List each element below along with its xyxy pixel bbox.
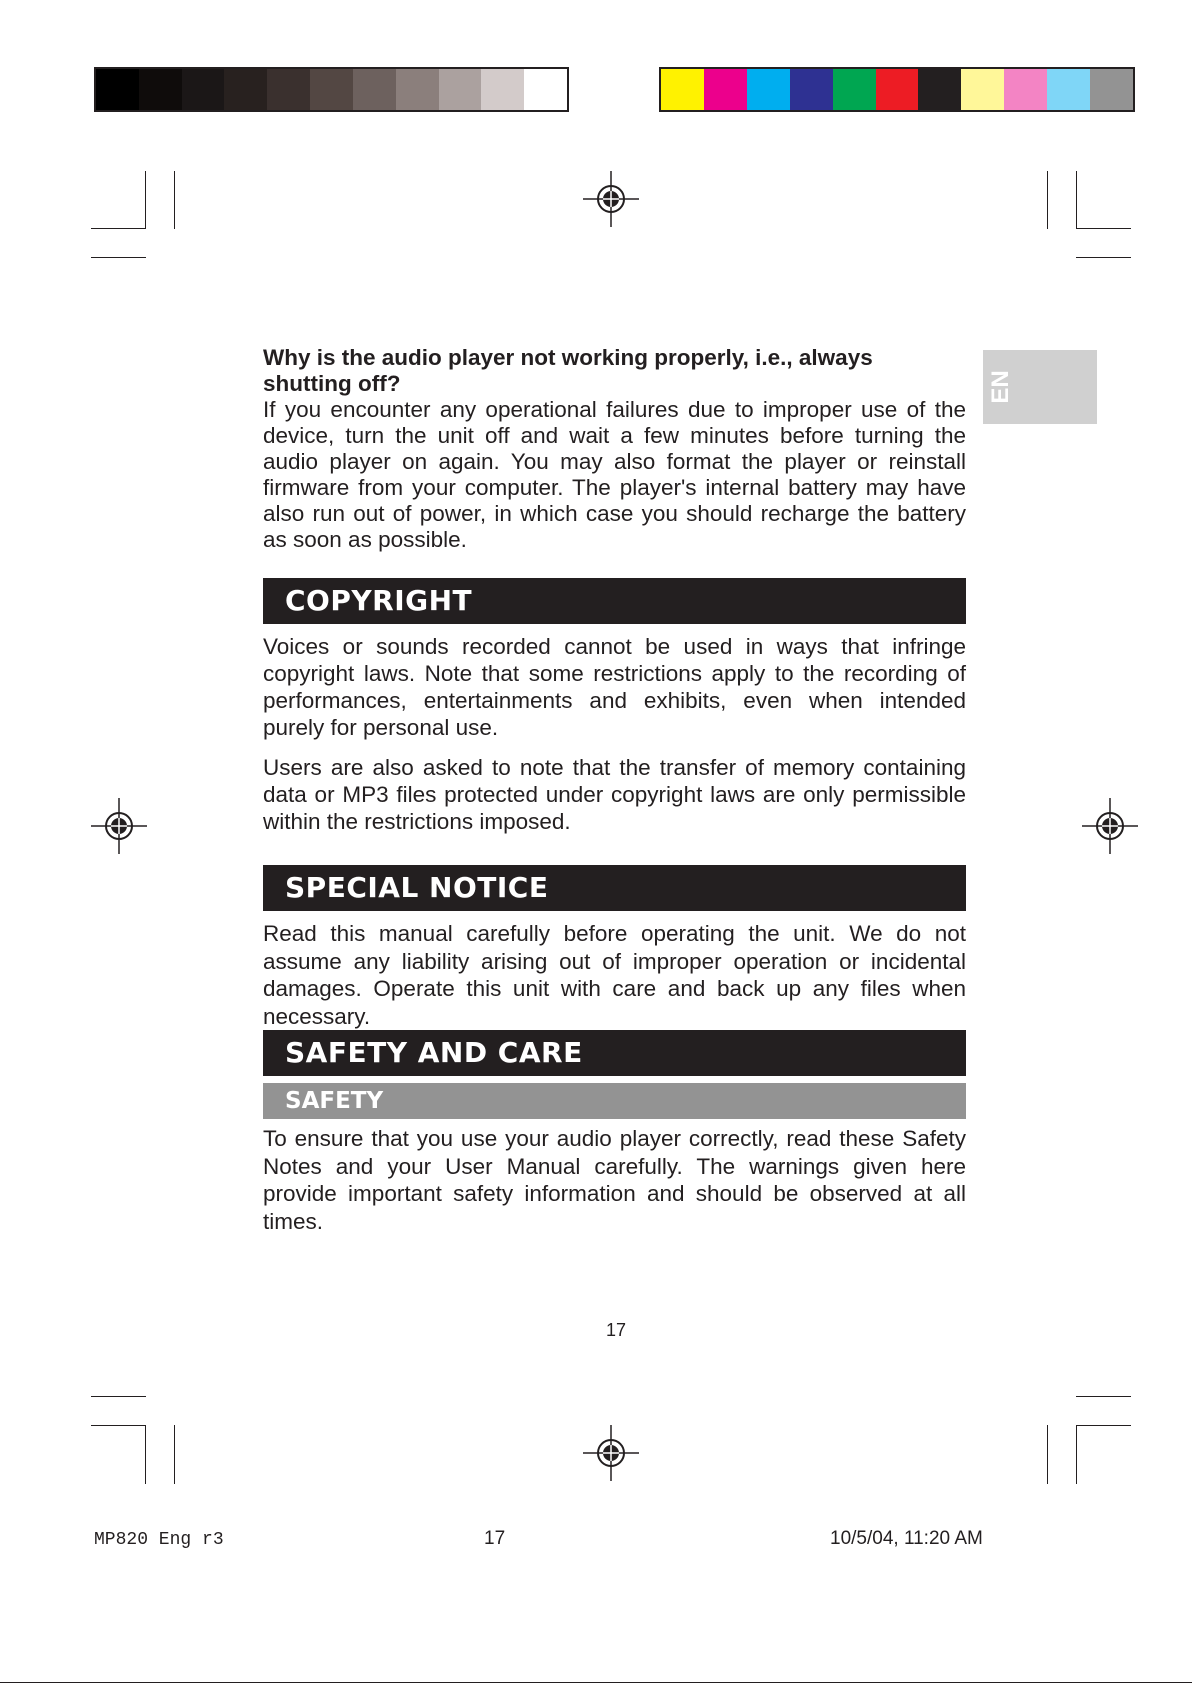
faq-answer-block: [263, 397, 966, 553]
color-swatch: [481, 69, 524, 110]
color-swatch: [439, 69, 482, 110]
registration-mark-icon: [581, 169, 641, 229]
safety-and-care-heading: SAFETY AND CARE: [263, 1030, 966, 1076]
color-swatch: [833, 69, 876, 110]
color-swatch: [396, 69, 439, 110]
color-swatch: [704, 69, 747, 110]
color-swatch: [1047, 69, 1090, 110]
bottom-rule: [0, 1682, 1192, 1683]
crop-mark: [1047, 171, 1048, 229]
color-swatch: [961, 69, 1004, 110]
footer-timestamp: 10/5/04, 11:20 AM: [830, 1528, 983, 1549]
registration-mark-icon: [1080, 796, 1140, 856]
copyright-body: [263, 633, 966, 835]
crop-mark: [91, 1396, 146, 1397]
page-number: 17: [605, 1320, 627, 1340]
footer-page: 17: [484, 1528, 506, 1549]
registration-mark-icon: [581, 1423, 641, 1483]
color-swatch: [96, 69, 139, 110]
copyright-heading: COPYRIGHT: [263, 578, 966, 624]
crop-mark: [174, 1425, 175, 1484]
color-calibration-bar: [659, 67, 1135, 112]
color-swatch: [182, 69, 225, 110]
color-swatch: [876, 69, 919, 110]
color-swatch: [353, 69, 396, 110]
color-swatch: [790, 69, 833, 110]
crop-mark: [1076, 171, 1077, 229]
color-swatch: [139, 69, 182, 110]
grayscale-calibration-bar: [94, 67, 569, 112]
color-swatch: [224, 69, 267, 110]
crop-mark: [1047, 1425, 1048, 1484]
copyright-paragraph: Voices or sounds recorded cannot be used in ways that infringe copyright laws. Note that some restrictions apply to the recording of performances, entertainments and exhibits, even when intended purely for personal use.: [263, 634, 966, 740]
safety-subheading: SAFETY: [263, 1083, 966, 1119]
language-tab-label: EN: [987, 370, 1014, 404]
crop-mark: [1076, 228, 1131, 229]
safety-paragraph: To ensure that you use your audio player correctly, read these Safety Notes and your User Manual carefully. The warnings given here provide important safety information and should be observed at all times.: [263, 1126, 966, 1234]
color-swatch: [661, 69, 704, 110]
safety-body: [263, 1125, 966, 1235]
faq-question: Why is the audio player not working properly, i.e., always shutting off?: [263, 345, 873, 396]
crop-mark: [91, 1425, 146, 1426]
crop-mark: [91, 228, 146, 229]
color-swatch: [747, 69, 790, 110]
registration-mark-icon: [89, 796, 149, 856]
color-swatch: [1090, 69, 1133, 110]
crop-mark: [174, 171, 175, 229]
crop-mark: [1076, 1425, 1077, 1484]
color-swatch: [310, 69, 353, 110]
color-swatch: [524, 69, 567, 110]
color-swatch: [267, 69, 310, 110]
crop-mark: [1076, 1396, 1131, 1397]
copyright-paragraph: Users are also asked to note that the transfer of memory containing data or MP3 files protected under copyright laws are only permissible within the restrictions imposed.: [263, 755, 966, 834]
special-notice-heading: SPECIAL NOTICE: [263, 865, 966, 911]
special-notice-body: [263, 920, 966, 1030]
crop-mark: [145, 171, 146, 229]
color-swatch: [1004, 69, 1047, 110]
crop-mark: [1076, 1425, 1131, 1426]
faq-answer: If you encounter any operational failures due to improper use of the device, turn the unit off and wait a few minutes before turning the audio player on again. You may also format the player or reinstall firmware from your computer. The player's internal battery may have also run out of power, in which case you should recharge the battery as soon as possible.: [263, 397, 966, 552]
footer-filename: MP820 Eng r3: [94, 1530, 224, 1550]
crop-mark: [145, 1425, 146, 1484]
crop-mark: [1076, 257, 1131, 258]
color-swatch: [918, 69, 961, 110]
crop-mark: [91, 257, 146, 258]
special-notice-paragraph: Read this manual carefully before operating the unit. We do not assume any liability arising out of improper operation or incidental damages. Operate this unit with care and back up any files when necessary.: [263, 921, 966, 1029]
